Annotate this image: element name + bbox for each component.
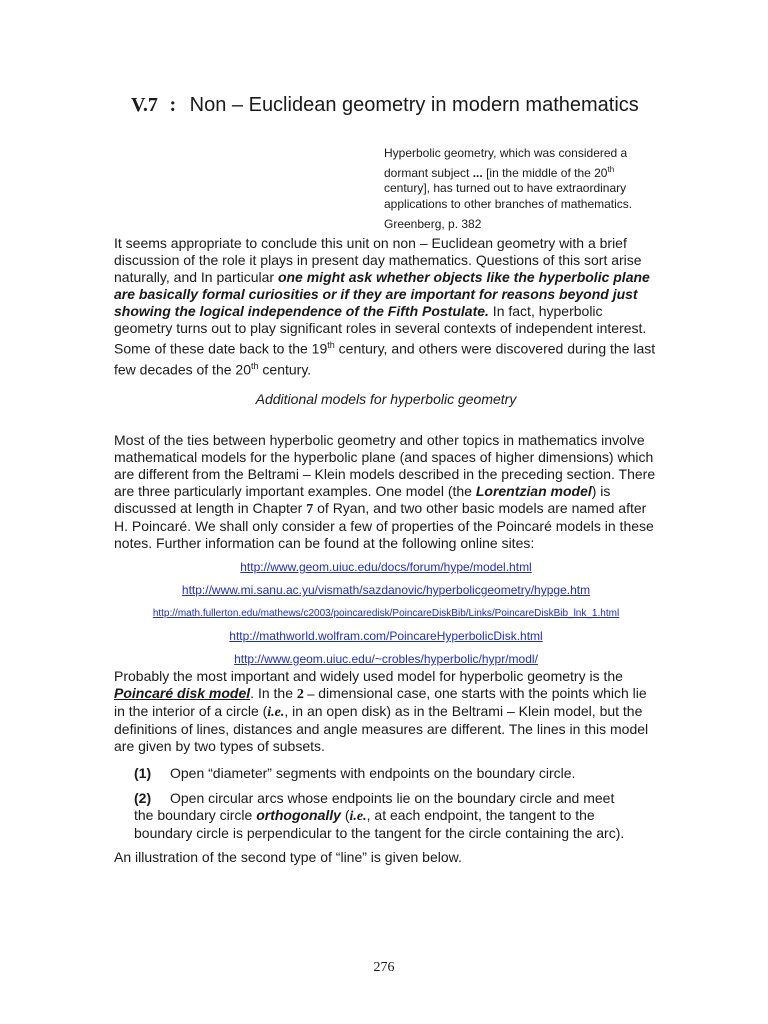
- emphasis-text: Lorentzian model: [475, 483, 592, 499]
- paragraph-text: It seems appropriate to conclude this unit on non – Euclidean geometry with a brief discussion of the role it plays in present day mathematics. Questions of this sort arise naturally, and In particular: [114, 235, 642, 285]
- paragraph-text: century.: [258, 361, 312, 378]
- emphasis-text: Poincaré disk model: [114, 685, 251, 701]
- link-sanu-hypge[interactable]: http://www.mi.sanu.ac.yu/vismath/sazdanovic/hyperbolicgeometry/hypge.htm: [181, 583, 591, 597]
- ie-text: i.e.: [349, 809, 367, 824]
- ie-text: i.e.: [267, 705, 285, 720]
- epigraph-quote: [384, 146, 656, 212]
- closing-sentence: An illustration of the second type of “line” is given below.: [114, 849, 462, 865]
- link-list: [114, 556, 658, 671]
- list-item: [134, 765, 654, 782]
- chapter-number: 7: [306, 502, 314, 517]
- page-number: 276: [373, 960, 395, 975]
- link-geom-crobles[interactable]: http://www.geom.uiuc.edu/~crobles/hyperbolic/hypr/modl/: [234, 652, 538, 666]
- item-text: the boundary circle: [134, 807, 257, 823]
- models-paragraph: [114, 432, 658, 552]
- dimension-text: 2 –: [296, 687, 315, 702]
- item-text: , at each endpoint, the tangent to the boundary circle is perpendicular to the tangent for the circle containing the arc).: [134, 807, 625, 841]
- item-text: Open circular arcs whose endpoints lie on the boundary circle and meet: [170, 790, 615, 806]
- link-mathworld-poincare[interactable]: http://mathworld.wolfram.com/PoincareHyperbolicDisk.html: [229, 629, 543, 643]
- epigraph: [384, 146, 656, 233]
- item-text: (: [340, 807, 350, 823]
- paragraph-text: . In the: [250, 685, 297, 701]
- paragraph-text: century, and others were discovered during the last few decades of the 20: [114, 340, 656, 378]
- paragraph-text: of Ryan, and two other basic models are named after H. Poincaré. We shall only consider a few of properties of the Poincaré models in these notes. Further information can be found at the following online sites:: [114, 500, 654, 551]
- emphasis-text: one might ask whether objects like the hyperbolic plane are basically formal curiosities or if they are important for reasons beyond just showing the logical independence of the Fifth Postulate.: [114, 269, 650, 319]
- title-colon: :: [169, 94, 177, 116]
- epigraph-citation: Greenberg, p. 382: [384, 217, 482, 231]
- section-number: V.7: [131, 94, 158, 116]
- link-fullerton-poincare[interactable]: http://math.fullerton.edu/mathews/c2003/poincaredisk/PoincareDiskBib/Links/PoincareDiskBib_lnk_1.html: [152, 608, 620, 619]
- paragraph-text: Most of the ties between hyperbolic geometry and other topics in mathematics involve mathematical models for the hyperbolic plane (and spaces of higher dimensions) which are different from the Beltrami – Klein models described in the preceding section. There are three particularly important examples. One model (the: [114, 432, 656, 499]
- paragraph-text: dimensional case, one starts with the points which lie in the interior of a circle (: [114, 685, 647, 719]
- superscript: th: [327, 340, 335, 350]
- paragraph-text: Probably the most important and widely used model for hyperbolic geometry is the: [114, 668, 623, 684]
- quote-text: [in the middle of the 20: [482, 165, 608, 180]
- item-text: Open “diameter” segments with endpoints on the boundary circle.: [170, 765, 576, 781]
- emphasis-text: orthogonally: [256, 807, 341, 823]
- paragraph-text: In fact, hyperbolic geometry turns out to play significant roles in several contexts of independent interest. Some of these date back to the 19: [114, 303, 647, 357]
- link-geom-model[interactable]: http://www.geom.uiuc.edu/docs/forum/hype/model.html: [240, 560, 532, 574]
- quote-ellipsis: ...: [472, 165, 483, 180]
- list-item: [134, 790, 654, 842]
- superscript: th: [607, 164, 615, 174]
- quote-text: century], has turned out to have extraordinary applications to other branches of mathematics.: [384, 181, 633, 211]
- item-number: (2): [134, 790, 152, 806]
- subsection-heading: Additional models for hyperbolic geometry: [255, 391, 517, 407]
- section-title: [131, 92, 639, 118]
- superscript: th: [251, 360, 259, 371]
- intro-paragraph: [114, 235, 658, 378]
- item-number: (1): [134, 765, 152, 781]
- quote-text: Hyperbolic geometry, which was considered a dormant subject: [384, 146, 628, 180]
- paragraph-text: ) is discussed at length in Chapter: [114, 483, 611, 516]
- section-title-text: Non – Euclidean geometry in modern mathematics: [189, 94, 639, 116]
- paragraph-text: , in an open disk) as in the Beltrami – Klein model, but the definitions of lines, distances and angle measures are different. The lines in this model are given by two types of subsets.: [114, 703, 649, 754]
- poincare-paragraph: [114, 668, 658, 755]
